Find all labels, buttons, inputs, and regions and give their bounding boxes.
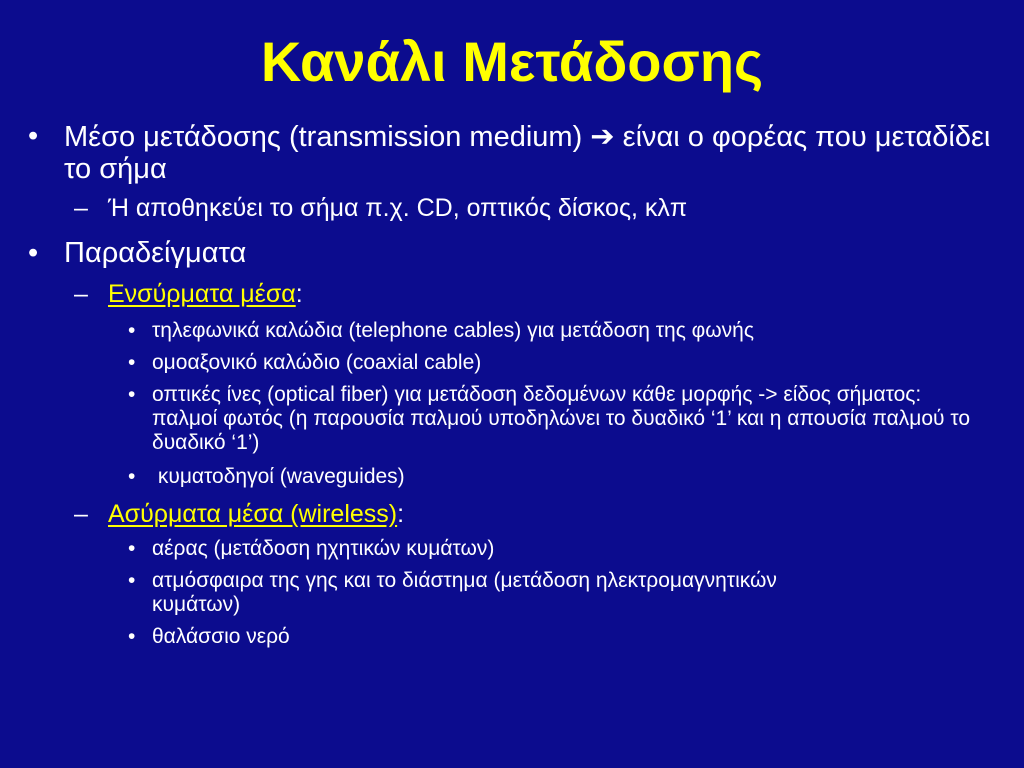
dash-marker: – <box>74 280 88 308</box>
wireless-media-label: Ασύρματα μέσα (wireless) <box>108 500 398 528</box>
slide-content <box>0 120 1024 649</box>
wired-item-text: κυματοδηγοί (waveguides) <box>152 465 405 488</box>
storage-text: Ή αποθηκεύει το σήμα π.χ. CD, οπτικός δίσκος, κλπ <box>108 194 688 222</box>
bullet-marker: • <box>128 319 136 342</box>
wireless-item-atmosphere <box>0 569 792 617</box>
subbullet-storage <box>0 193 1024 223</box>
wired-item-waveguides <box>0 465 1024 489</box>
bullet-marker: • <box>128 465 136 488</box>
right-arrow-icon: ➔ <box>590 119 615 153</box>
wireless-item-text: ατμόσφαιρα της γης και το διάστημα (μετάδοση ηλεκτρομαγνητικών κυμάτων) <box>152 569 777 616</box>
wired-item-coaxial <box>0 351 1024 375</box>
wireless-item-text: αέρας (μετάδοση ηχητικών κυμάτων) <box>152 537 495 560</box>
wired-suffix: : <box>295 280 303 308</box>
medium-text-before: Μέσο μετάδοσης (transmission medium) <box>64 121 591 153</box>
bullet-transmission-medium <box>0 120 1024 185</box>
bullet-marker: • <box>128 569 136 592</box>
wireless-suffix: : <box>397 500 405 528</box>
subbullet-wired <box>0 279 1024 309</box>
bullet-marker: • <box>128 351 136 374</box>
dash-marker: – <box>74 194 88 222</box>
medium-text-after: είναι ο φορέας που μεταδίδει το σήμα <box>64 121 991 185</box>
wired-item-text: οπτικές ίνες (optical fiber) για μετάδοση δεδομένων κάθε μορφής -> είδος σήματος: παλμοί φωτός (η παρουσία παλμού υποδηλώνει το δυαδικό ‘1’ και η απουσία παλμού το δυαδικό ‘1’) <box>152 383 971 454</box>
wireless-item-air <box>0 537 1024 561</box>
wired-media-label: Ενσύρματα μέσα <box>108 280 296 308</box>
bullet-marker: • <box>28 120 39 152</box>
wireless-item-seawater <box>0 625 1024 649</box>
bullet-marker: • <box>28 237 39 269</box>
wired-item-text: τηλεφωνικά καλώδια (telephone cables) για μετάδοση της φωνής <box>152 319 754 342</box>
examples-text: Παραδείγματα <box>64 237 247 269</box>
wired-item-optical <box>0 383 972 455</box>
subbullet-wireless <box>0 499 1024 529</box>
dash-marker: – <box>74 500 88 528</box>
wired-item-text: ομοαξονικό καλώδιο (coaxial cable) <box>152 351 482 374</box>
bullet-marker: • <box>128 625 136 648</box>
bullet-examples <box>0 237 1024 269</box>
bullet-marker: • <box>128 537 136 560</box>
wired-item-telephone <box>0 319 1024 343</box>
wireless-item-text: θαλάσσιο νερό <box>152 625 290 648</box>
bullet-marker: • <box>128 383 136 406</box>
slide-title: Κανάλι Μετάδοσης <box>260 30 764 93</box>
